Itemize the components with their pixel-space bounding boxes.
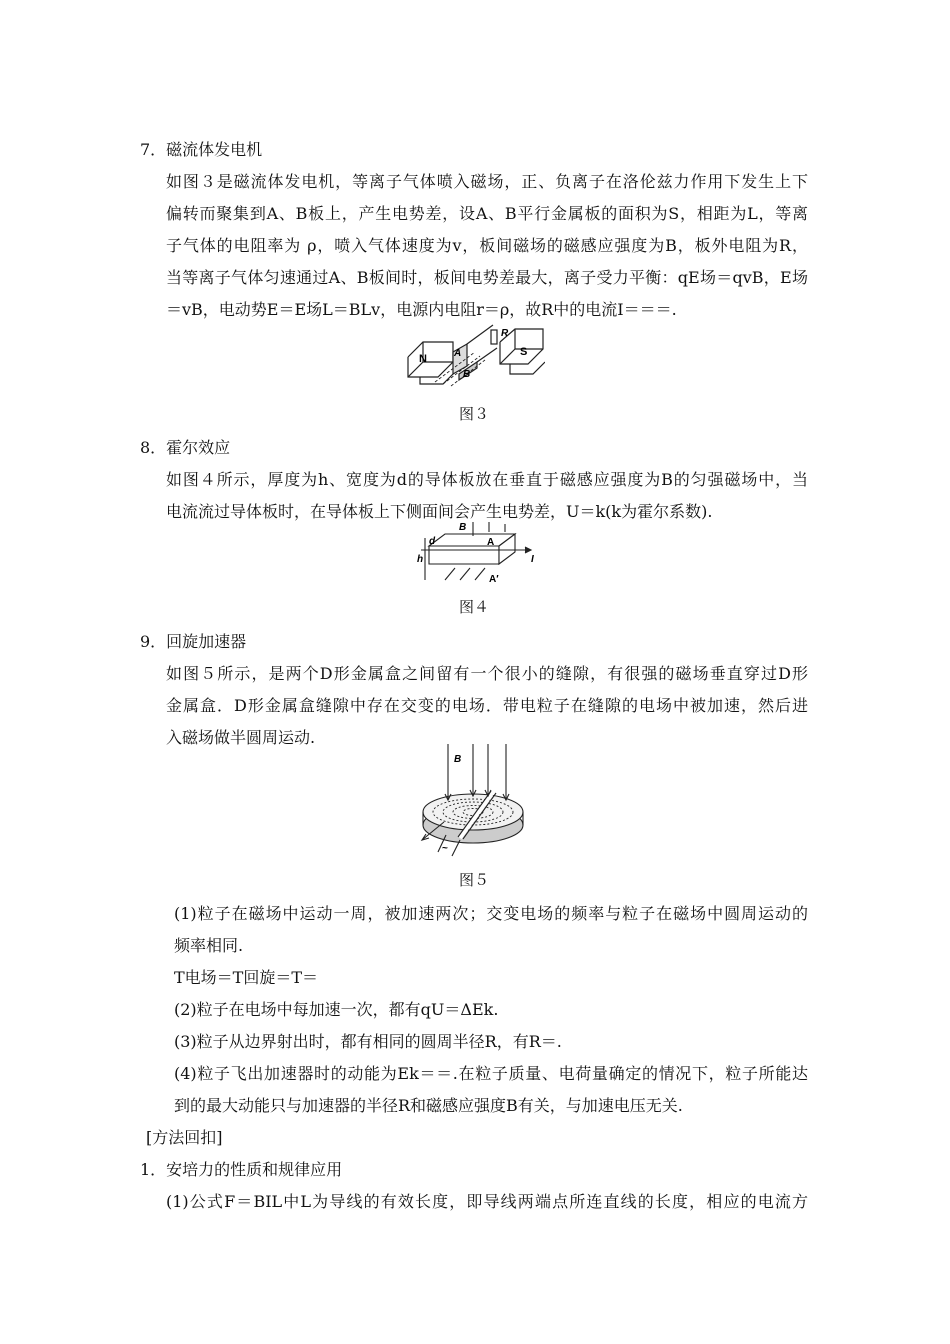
figure-4-label-h: h (417, 554, 424, 565)
section-9-point-4: (4)粒子飞出加速器时的动能为Ek＝＝.在粒子质量、电荷量确定的情况下，粒子所能达 (174, 1064, 808, 1083)
section-8-line-1: 如图４所示，厚度为h、宽度为d的导体板放在垂直于磁感应强度为B的匀强磁场中，当 (166, 470, 808, 489)
figure-3-label-a: A (454, 348, 462, 359)
section-9-line-2: 金属盒．D形金属盒缝隙中存在交变的电场．带电粒子在缝隙的电场中被加速，然后进 (166, 696, 808, 715)
section-9-point-3: (3)粒子从边界射出时，都有相同的圆周半径R，有R＝. (174, 1032, 562, 1051)
figure-3-mhd-generator (405, 322, 545, 390)
section-9-period-formula: T电场＝T回旋＝T＝ (174, 968, 319, 987)
figure-5-caption: 图５ (458, 871, 489, 889)
method-heading: [方法回扣] (146, 1128, 223, 1147)
figure-5-label-b: B (454, 754, 462, 765)
figure-3-label-b: B (463, 369, 471, 380)
section-7-line-1: 如图３是磁流体发电机，等离子气体喷入磁场，正、负离子在洛伦兹力作用下发生上下 (166, 172, 808, 191)
figure-5-label-tilde: ~ (442, 843, 448, 854)
section-7-title: 7．磁流体发电机 (140, 140, 263, 159)
method-item-1-title: 1．安培力的性质和规律应用 (140, 1160, 343, 1179)
figure-3-caption: 图３ (458, 405, 489, 423)
figure-4-label-a: A (487, 537, 495, 548)
figure-3-label-s: S (520, 346, 528, 358)
figure-4-label-i: I (531, 554, 534, 565)
section-9-title: 9．回旋加速器 (140, 632, 247, 651)
section-7-line-4: 当等离子气体匀速通过A、B板间时，板间电势差最大，离子受力平衡：qE场＝qvB，E场 (166, 268, 808, 287)
section-9-point-1: (1)粒子在磁场中运动一周，被加速两次；交变电场的频率与粒子在磁场中圆周运动的 (174, 904, 808, 923)
figure-4-label-b: B (459, 522, 467, 533)
figure-3-label-r: R (501, 328, 509, 339)
section-9-point-1-cont: 频率相同. (174, 936, 244, 955)
section-9-line-3: 入磁场做半圆周运动. (166, 728, 316, 747)
section-8-line-2: 电流流过导体板时，在导体板上下侧面间会产生电势差，U＝k(k为霍尔系数). (166, 502, 713, 521)
figure-4-label-d: d (429, 536, 436, 547)
figure-5-cyclotron (418, 740, 533, 858)
figure-4-caption: 图４ (458, 598, 489, 616)
section-8-title: 8．霍尔效应 (140, 438, 231, 457)
section-9-point-2: (2)粒子在电场中每加速一次，都有qU＝ΔEk. (174, 1000, 499, 1019)
figure-4-label-a-prime: A′ (489, 574, 499, 585)
section-9-line-1: 如图５所示，是两个D形金属盒之间留有一个很小的缝隙，有很强的磁场垂直穿过D形 (166, 664, 808, 683)
figure-3-label-n: N (419, 353, 427, 365)
section-9-point-4-cont: 到的最大动能只与加速器的半径R和磁感应强度B有关，与加速电压无关. (174, 1096, 683, 1115)
section-7-line-5: ＝vB，电动势E＝E场L＝BLv，电源内电阻r＝ρ，故R中的电流I＝＝＝. (166, 300, 677, 319)
figure-4-hall-effect (415, 520, 545, 586)
section-7-line-2: 偏转而聚集到A、B板上，产生电势差，设A、B平行金属板的面积为S，相距为L，等离 (166, 204, 808, 223)
section-7-line-3: 子气体的电阻率为 ρ，喷入气体速度为v，板间磁场的磁感应强度为B，板外电阻为R， (166, 236, 808, 255)
method-item-1-line: (1)公式F＝BIL中L为导线的有效长度，即导线两端点所连直线的长度，相应的电流方 (166, 1192, 808, 1211)
